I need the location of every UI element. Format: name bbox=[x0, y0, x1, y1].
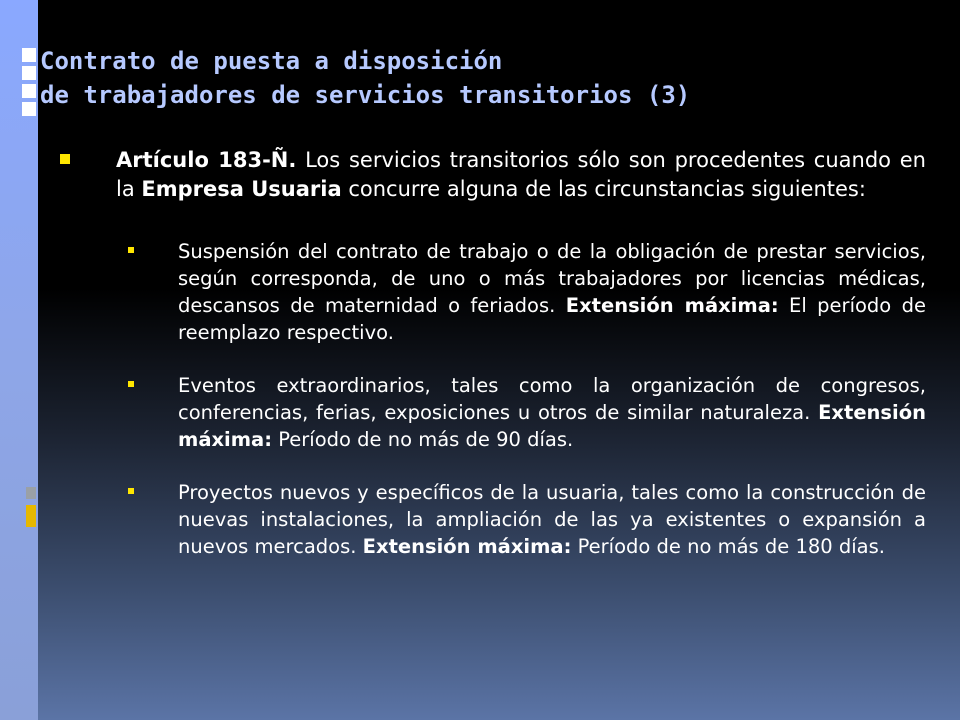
slide-title bbox=[40, 44, 940, 112]
deco-square bbox=[22, 102, 36, 116]
item-extension-label: Extensión máxima: bbox=[565, 294, 779, 317]
deco-square bbox=[22, 66, 36, 80]
company-label: Empresa Usuaria bbox=[141, 177, 342, 201]
list-item bbox=[128, 238, 926, 346]
list-item bbox=[128, 372, 926, 453]
title-line-2: de trabajadores de servicios transitorios (3) bbox=[40, 81, 691, 109]
item-extension-value: Período de no más de 90 días. bbox=[272, 428, 574, 451]
title-line-1: Contrato de puesta a disposición bbox=[40, 47, 503, 75]
item-extension-value: El período de reemplazo respectivo. bbox=[178, 294, 926, 344]
main-text-after: concurre alguna de las circunstancias siguientes: bbox=[341, 177, 866, 201]
item-extension-label: Extensión máxima: bbox=[178, 401, 926, 451]
slide-content bbox=[60, 146, 926, 586]
item-extension-label: Extensión máxima: bbox=[362, 535, 572, 558]
item-extension-value: Período de no más de 180 días. bbox=[571, 535, 885, 558]
small-square-bullet-icon bbox=[128, 381, 134, 387]
item-text: Suspensión del contrato de trabajo o de la obligación de prestar servicios, según corresponda, de uno o más trabajadores por licencias médicas, descansos de maternidad o feriados. bbox=[178, 240, 926, 317]
square-bullet-icon bbox=[60, 154, 70, 164]
deco-square bbox=[22, 48, 36, 62]
main-text-before: Los servicios transitorios sólo son procedentes cuando en la bbox=[116, 148, 926, 201]
deco-accent-yellow bbox=[26, 505, 36, 527]
item-text: Proyectos nuevos y específicos de la usuaria, tales como la construcción de nuevas instalaciones, la ampliación de las ya existentes o expansión a nuevos mercados. bbox=[178, 481, 926, 558]
item-text: Eventos extraordinarios, tales como la organización de congresos, conferencias, ferias, exposiciones u otros de similar naturaleza. bbox=[178, 374, 926, 424]
list-item bbox=[128, 479, 926, 560]
circumstances-list bbox=[60, 238, 926, 560]
deco-square bbox=[22, 84, 36, 98]
small-square-bullet-icon bbox=[128, 488, 134, 494]
small-square-bullet-icon bbox=[128, 247, 134, 253]
main-point bbox=[60, 146, 926, 204]
article-label: Artículo 183-Ñ. bbox=[116, 148, 297, 172]
deco-accent-gray bbox=[26, 487, 36, 499]
